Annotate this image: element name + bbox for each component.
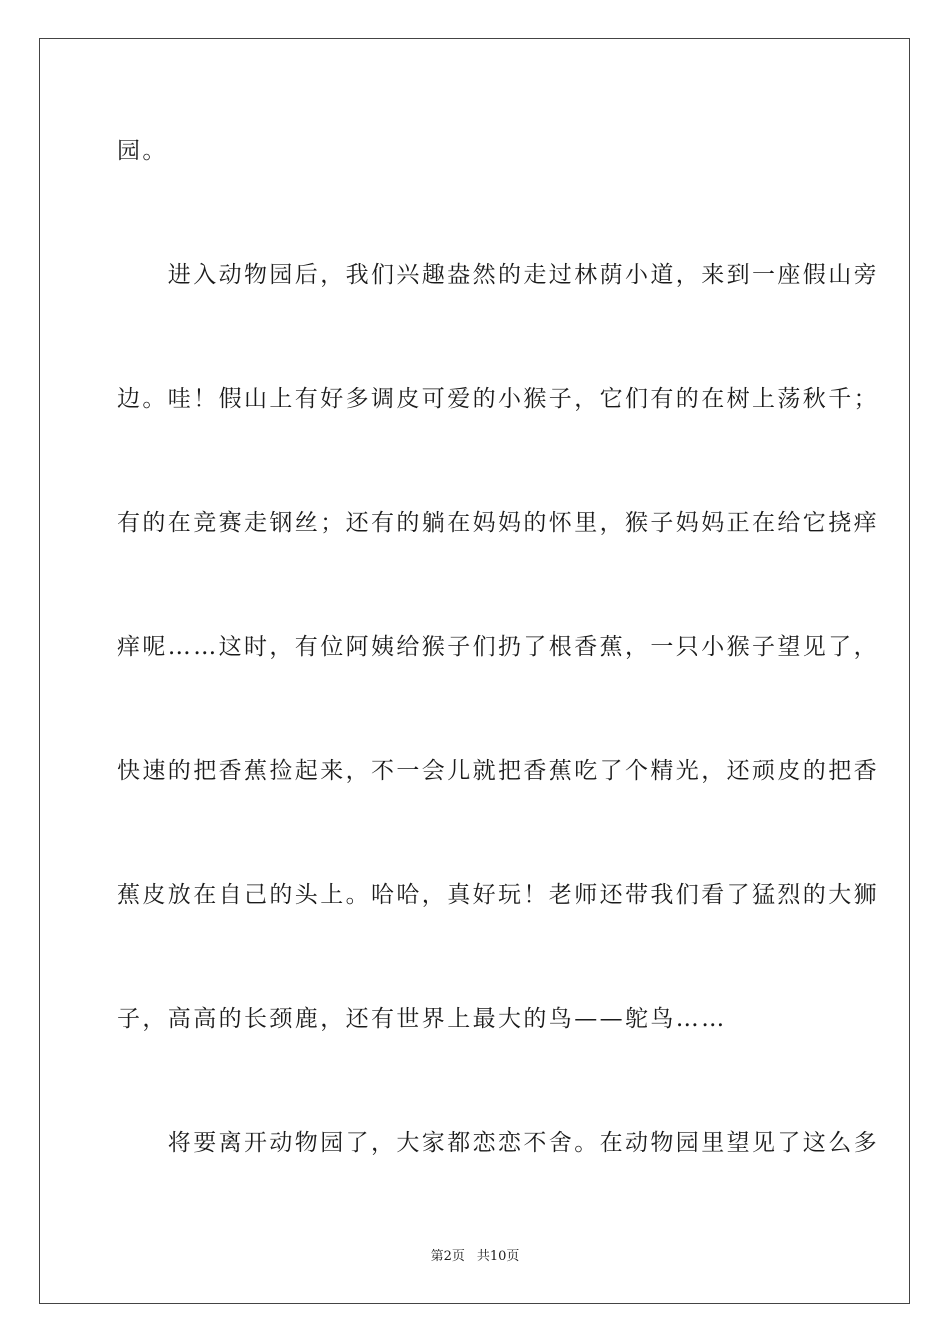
text-line: 快速的把香蕉捡起来，不一会儿就把香蕉吃了个精光，还顽皮的把香 (117, 758, 879, 784)
text-line: 有的在竞赛走钢丝；还有的躺在妈妈的怀里，猴子妈妈正在给它挠痒 (117, 510, 879, 536)
text-line: 蕉皮放在自己的头上。哈哈，真好玩！老师还带我们看了猛烈的大狮 (117, 882, 879, 908)
page-number: 第2页 (430, 1249, 465, 1264)
text-line: 将要离开动物园了，大家都恋恋不舍。在动物园里望见了这么多 (117, 1130, 879, 1156)
text-line: 进入动物园后，我们兴趣盎然的走过林荫小道，来到一座假山旁 (117, 262, 879, 288)
page-border (39, 38, 910, 1304)
text-line: 子，高高的长颈鹿，还有世界上最大的鸟——鸵鸟…… (117, 1006, 727, 1032)
text-line: 园。 (117, 138, 168, 164)
page-footer (0, 1248, 950, 1266)
page-total: 共10页 (476, 1249, 520, 1264)
text-line: 边。哇！假山上有好多调皮可爱的小猴子，它们有的在树上荡秋千； (117, 386, 879, 412)
text-line: 痒呢……这时，有位阿姨给猴子们扔了根香蕉，一只小猴子望见了， (117, 634, 879, 660)
